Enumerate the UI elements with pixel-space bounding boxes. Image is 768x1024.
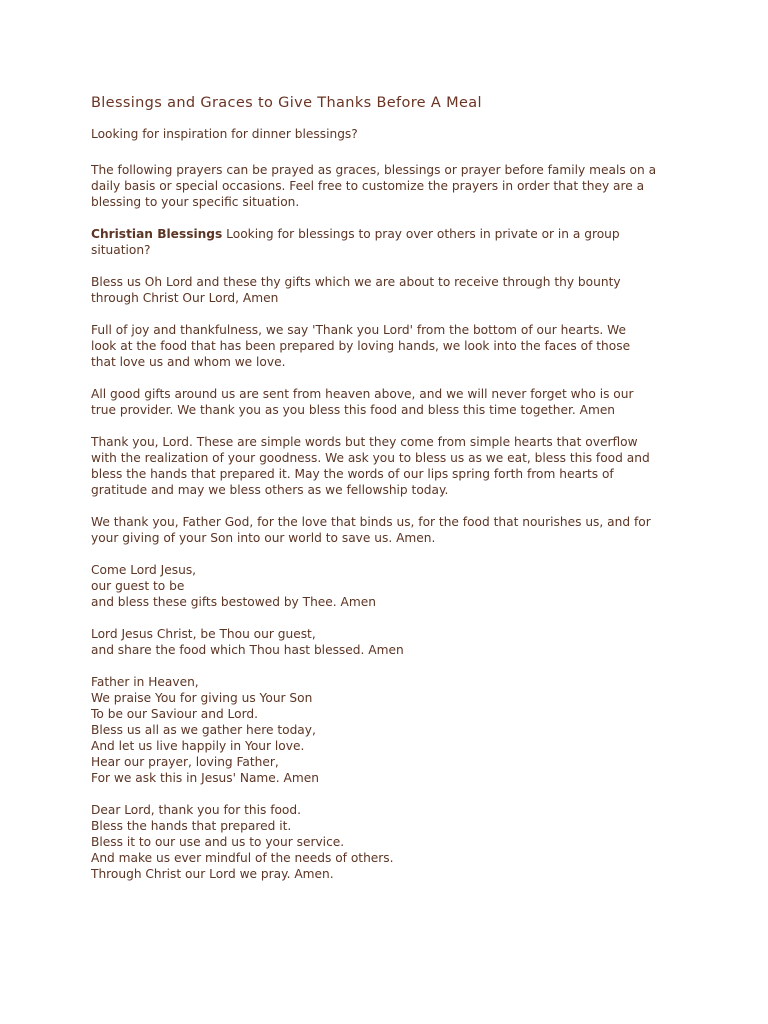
text-line: The following prayers can be prayed as graces, blessings or prayer before family meals on a — [91, 163, 657, 177]
text-line: Lord Jesus Christ, be Thou our guest, — [91, 627, 316, 641]
text-line: And let us live happily in Your love. — [91, 739, 305, 753]
text-line — [91, 226, 691, 242]
text-line: through Christ Our Lord, Amen — [91, 291, 279, 305]
text-line: Through Christ our Lord we pray. Amen. — [91, 867, 334, 881]
prayer-come-lord-jesus — [91, 562, 691, 610]
text-line: We praise You for giving us Your Son — [91, 691, 313, 705]
prayer-full-of-joy — [91, 322, 691, 370]
text-line: Come Lord Jesus, — [91, 563, 197, 577]
intro-paragraph: Looking for inspiration for dinner blessings? — [91, 127, 358, 141]
text-line: and bless these gifts bestowed by Thee. Amen — [91, 595, 376, 609]
document-title: Blessings and Graces to Give Thanks Before A Meal — [91, 95, 482, 111]
paragraph-intro-description — [91, 162, 691, 210]
prayer-bless-us-oh-lord — [91, 274, 691, 306]
prayer-father-god — [91, 514, 691, 546]
text-line: Thank you, Lord. These are simple words but they come from simple hearts that overflow — [91, 435, 638, 449]
text-line: Dear Lord, thank you for this food. — [91, 803, 302, 817]
text-line: that love us and whom we love. — [91, 355, 286, 369]
text-line: Hear our prayer, loving Father, — [91, 755, 279, 769]
text-line: with the realization of your goodness. We ask you to bless us as we eat, bless this food and — [91, 451, 650, 465]
text-line: We thank you, Father God, for the love that binds us, for the food that nourishes us, and for — [91, 515, 651, 529]
text-line: All good gifts around us are sent from heaven above, and we will never forget who is our — [91, 387, 634, 401]
text-line: Bless us all as we gather here today, — [91, 723, 316, 737]
prayer-lord-jesus-christ — [91, 626, 691, 658]
text-line: Full of joy and thankfulness, we say 'Thank you Lord' from the bottom of our hearts. We — [91, 323, 626, 337]
text-line: Bless the hands that prepared it. — [91, 819, 292, 833]
paragraph-christian-blessings — [91, 226, 691, 258]
text-line: our guest to be — [91, 579, 185, 593]
section-heading-christian-blessings: Christian Blessings — [91, 227, 223, 241]
text-line: situation? — [91, 243, 151, 257]
prayer-all-good-gifts — [91, 386, 691, 418]
text-line: true provider. We thank you as you bless this food and bless this time together. Amen — [91, 403, 616, 417]
section-heading-description: Looking for blessings to pray over others in private or in a group — [222, 227, 620, 241]
text-line: For we ask this in Jesus' Name. Amen — [91, 771, 319, 785]
prayer-thank-you-lord — [91, 434, 691, 498]
text-line: gratitude and may we bless others as we fellowship today. — [91, 483, 449, 497]
text-line: Father in Heaven, — [91, 675, 199, 689]
text-line: Bless it to our use and us to your service. — [91, 835, 345, 849]
text-line: To be our Saviour and Lord. — [91, 707, 258, 721]
text-line: Bless us Oh Lord and these thy gifts which we are about to receive through thy bounty — [91, 275, 621, 289]
prayer-dear-lord — [91, 802, 691, 882]
text-line: look at the food that has been prepared by loving hands, we look into the faces of those — [91, 339, 631, 353]
document-page — [91, 94, 691, 898]
text-line: daily basis or special occasions. Feel free to customize the prayers in order that they are a — [91, 179, 645, 193]
text-line: And make us ever mindful of the needs of others. — [91, 851, 394, 865]
prayer-father-in-heaven — [91, 674, 691, 786]
text-line: blessing to your specific situation. — [91, 195, 300, 209]
text-line: bless the hands that prepared it. May the words of our lips spring forth from hearts of — [91, 467, 614, 481]
text-line: your giving of your Son into our world to save us. Amen. — [91, 531, 436, 545]
text-line: and share the food which Thou hast blessed. Amen — [91, 643, 404, 657]
